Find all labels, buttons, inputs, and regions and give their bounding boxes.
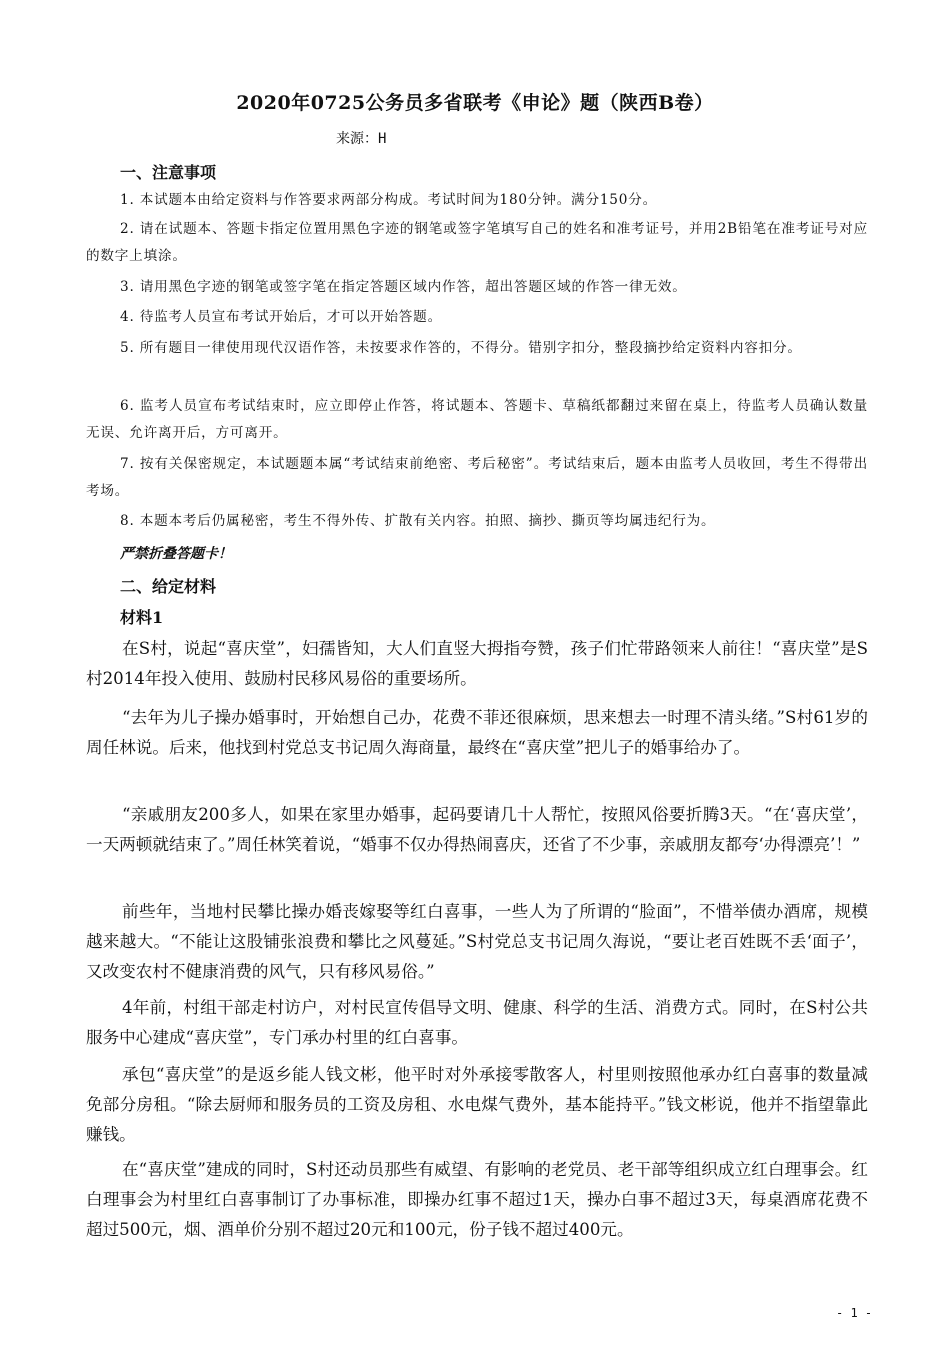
notice-item-3: 3. 请用黑色字迹的钢笔或签字笔在指定答题区域内作答，超出答题区域的作答一律无效。 [120,279,687,295]
notice-item-1: 1. 本试题本由给定资料与作答要求两部分构成。考试时间为180分钟。满分150分。 [120,192,657,208]
paragraph-1: 在S村，说起“喜庆堂”，妇孺皆知，大人们直竖大拇指夸赞，孩子们忙带路领来人前往！“喜庆堂”是S村2014年投入使用、鼓励村民移风易俗的重要场所。 [86,639,868,688]
material-label: 材料1 [120,608,164,627]
notice-item-6: 6. 监考人员宣布考试结束时，应立即停止作答，将试题本、答题卡、草稿纸都翻过来留在桌上，待监考人员确认数量无误、允许离开后，方可离开。 [86,398,868,441]
paragraph-2: “去年为儿子操办婚事时，开始想自己办，花费不菲还很麻烦，思来想去一时理不清头绪。”S村61岁的周任林说。后来，他找到村党总支书记周久海商量，最终在“喜庆堂”把儿子的婚事给办了。 [86,708,868,757]
document-title: 2020年0725公务员多省联考《申论》题（陕西B卷） [236,92,714,114]
notice-heading: 一、注意事项 [120,163,217,182]
paragraph-7: 在“喜庆堂”建成的同时，S村还动员那些有威望、有影响的老党员、老干部等组织成立红白理事会。红白理事会为村里红白喜事制订了办事标准，即操办红事不超过1天，操办白事不超过3天，每桌酒席花费不超过500元，烟、酒单价分别不超过20元和100元，份子钱不超过400元。 [86,1160,868,1239]
page-number: - 1 - [836,1306,873,1320]
warning-text: 严禁折叠答题卡！ [120,546,232,562]
notice-item-7: 7. 按有关保密规定，本试题题本属“考试结束前绝密、考后秘密”。考试结束后，题本由监考人员收回，考生不得带出考场。 [86,456,868,499]
paragraph-4: 前些年，当地村民攀比操办婚丧嫁娶等红白喜事，一些人为了所谓的“脸面”，不惜举债办酒席，规模越来越大。“不能让这股铺张浪费和攀比之风蔓延。”S村党总支书记周久海说，“要让老百姓既不丢‘面子’，又改变农村不健康消费的风气，只有移风易俗。” [86,902,868,981]
paragraph-5: 4年前，村组干部走村访户，对村民宣传倡导文明、健康、科学的生活、消费方式。同时，在S村公共服务中心建成“喜庆堂”，专门承办村里的红白喜事。 [86,998,868,1047]
notice-item-5: 5. 所有题目一律使用现代汉语作答，未按要求作答的，不得分。错别字扣分，整段摘抄给定资料内容扣分。 [120,340,802,356]
notice-item-4: 4. 待监考人员宣布考试开始后，才可以开始答题。 [120,309,442,325]
material-heading: 二、给定材料 [120,577,217,596]
paragraph-3: “亲戚朋友200多人，如果在家里办婚事，起码要请几十人帮忙，按照风俗要折腾3天。“在‘喜庆堂’，一天两顿就结束了。”周任林笑着说，“婚事不仅办得热闹喜庆，还省了不少事，亲戚朋友都夸‘办得漂亮’！” [86,805,868,854]
notice-item-8: 8. 本题本考后仍属秘密，考生不得外传、扩散有关内容。拍照、摘抄、撕页等均属违纪行为。 [120,513,716,529]
source-line: 来源：H [336,131,387,147]
notice-item-2: 2. 请在试题本、答题卡指定位置用黑色字迹的钢笔或签字笔填写自己的姓名和准考证号，并用2B铅笔在准考证号对应的数字上填涂。 [86,221,868,264]
paragraph-6: 承包“喜庆堂”的是返乡能人钱文彬，他平时对外承接零散客人，村里则按照他承办红白喜事的数量减免部分房租。“除去厨师和服务员的工资及房租、水电煤气费外，基本能持平。”钱文彬说，他并不指望靠此赚钱。 [86,1065,868,1144]
